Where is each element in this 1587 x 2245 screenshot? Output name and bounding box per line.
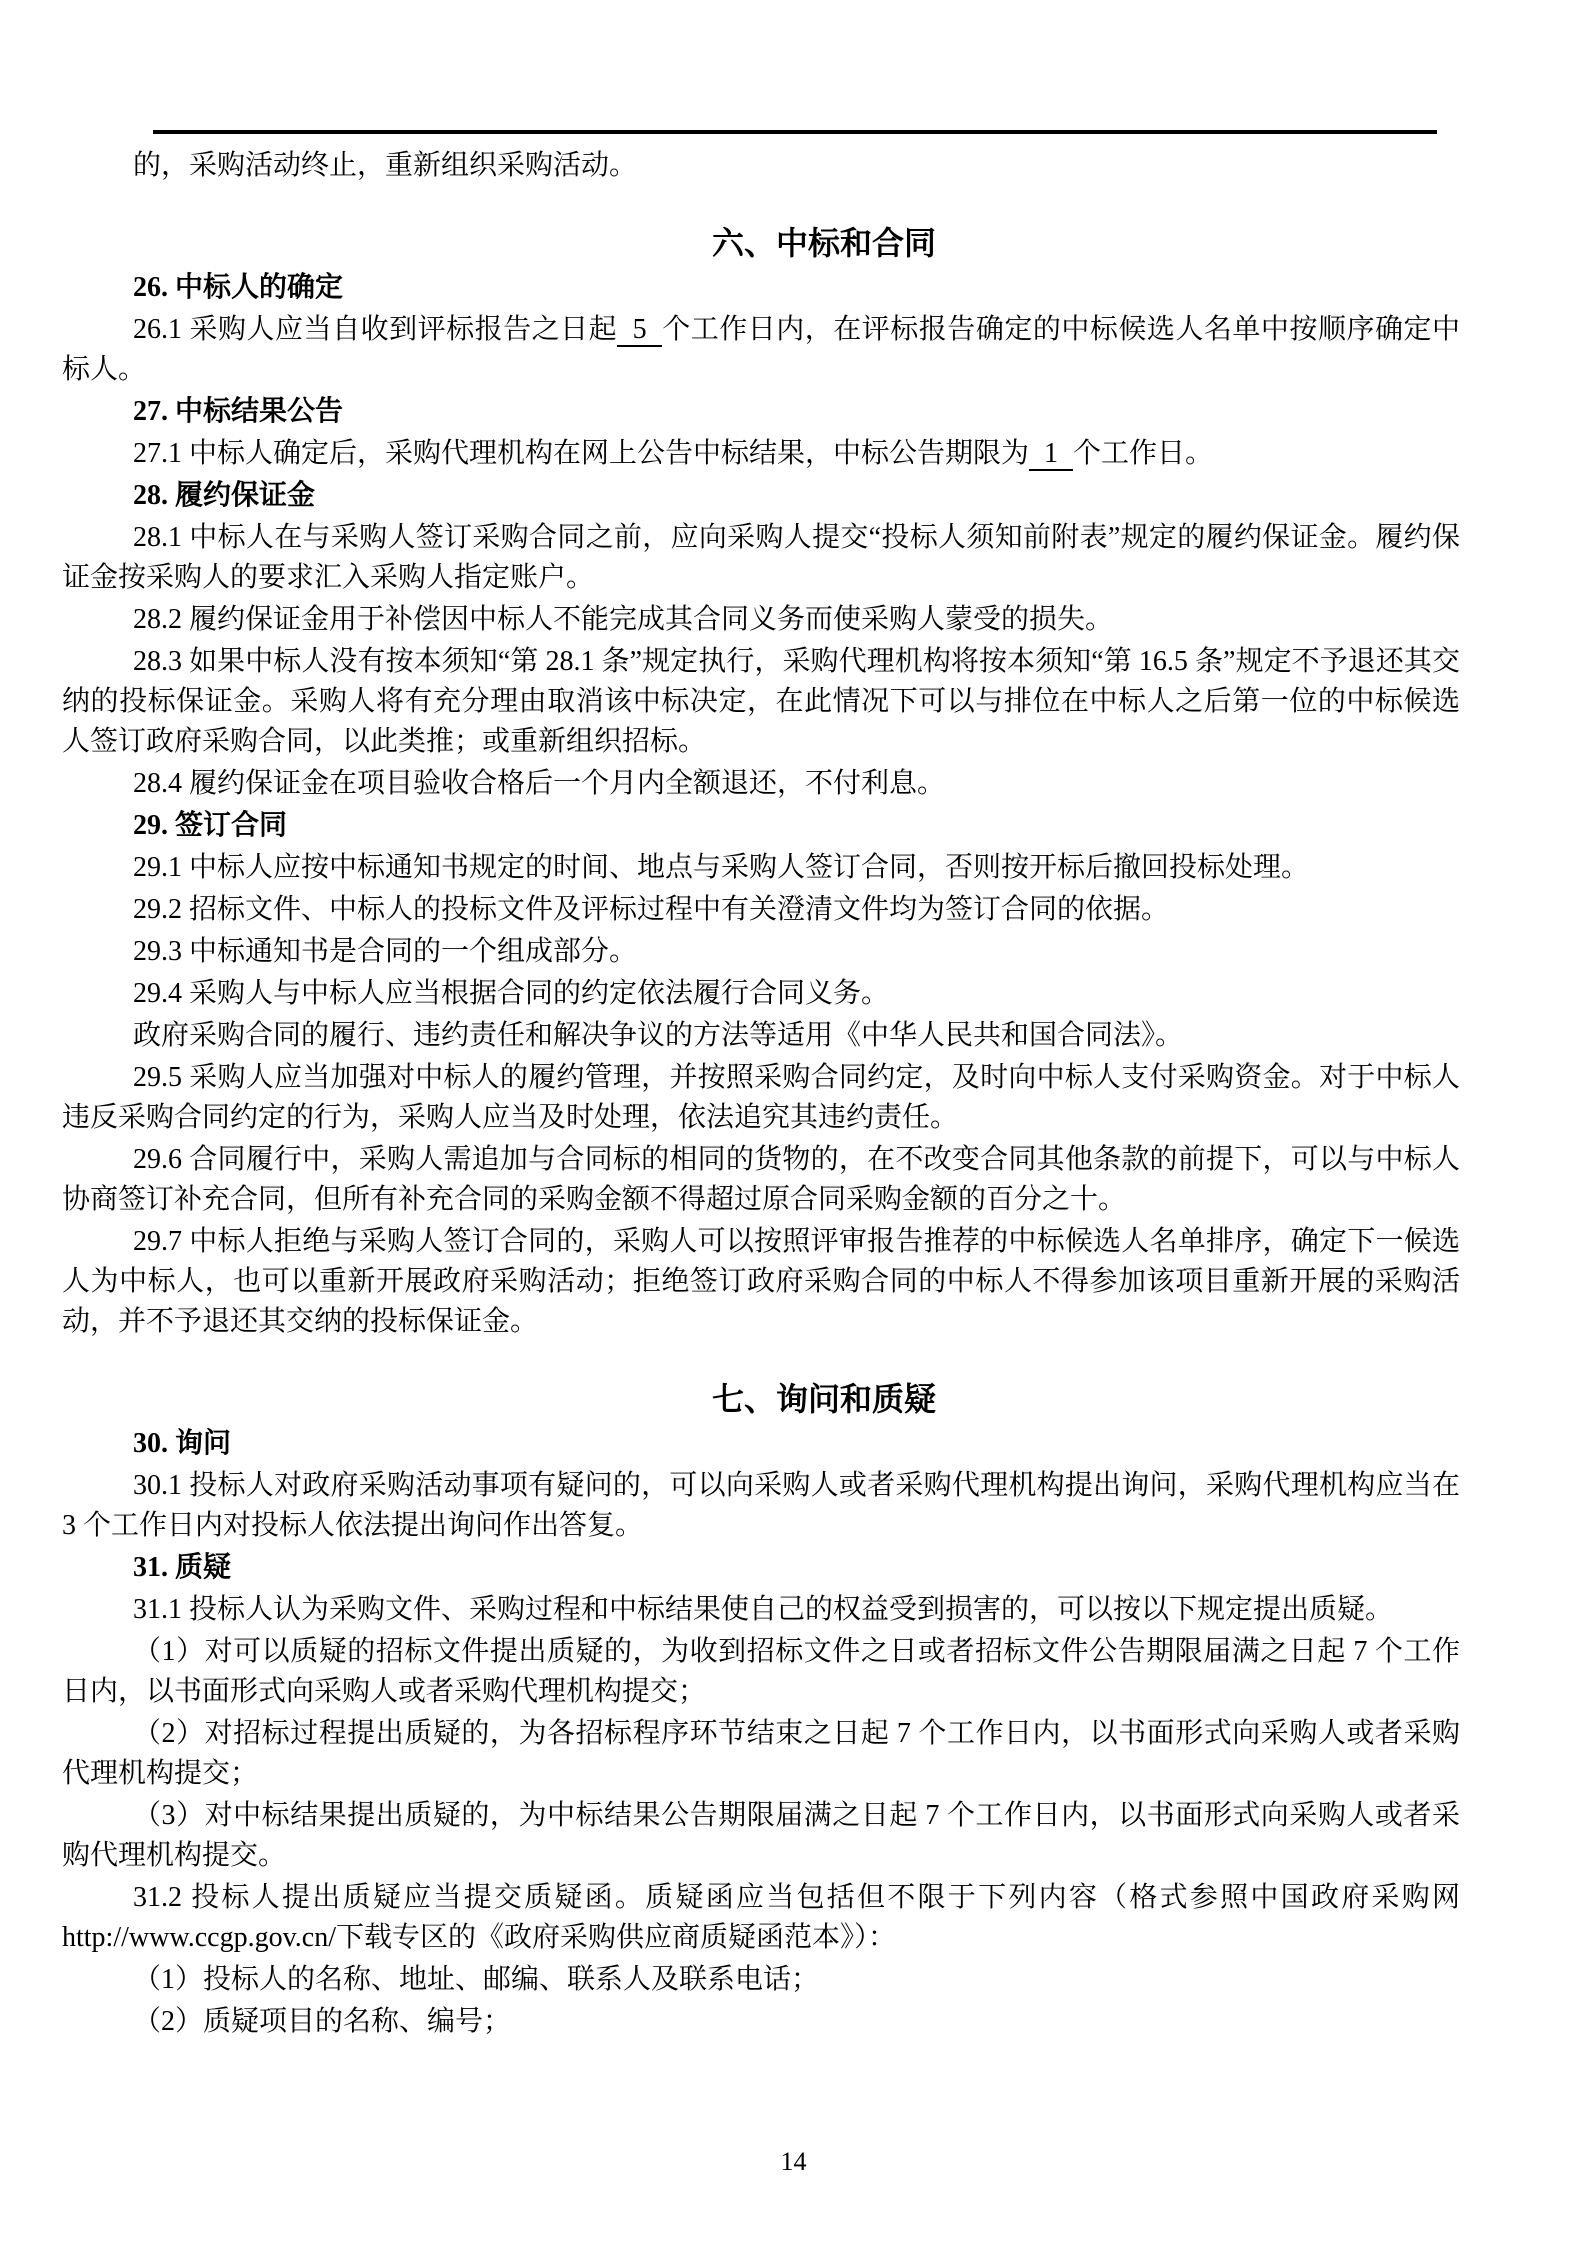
text-run: 28.4 履约保证金在项目验收合格后一个月内全额退还，不付利息。	[133, 768, 946, 799]
text-run: 29.5 采购人应当加强对中标人的履约管理，并按照采购合同约定，及时向中标人支付采购资金。对于中标人违反采购合同约定的行为，采购人应当及时处理，依法追究其违约责任。	[62, 1062, 1460, 1133]
paragraph	[62, 1222, 1460, 1342]
text-run: 26. 中标人的确定	[133, 272, 344, 303]
document-content	[62, 146, 1460, 2044]
paragraph	[62, 1590, 1460, 1630]
text-run: 七、询问和质疑	[711, 1381, 936, 1417]
text-run: 个工作日内，在评标报告确定的中标候选人名单中按顺序确定中标人。	[62, 314, 1460, 385]
clause-heading	[62, 476, 1460, 516]
clause-heading	[62, 392, 1460, 432]
text-run: 31.1 投标人认为采购文件、采购过程和中标结果使自己的权益受到损害的，可以按以下规定提出质疑。	[133, 1594, 1394, 1625]
paragraph	[62, 310, 1460, 390]
text-run: （2）对招标过程提出质疑的，为各招标程序环节结束之日起 7 个工作日内，以书面形式向采购人或者采购代理机构提交；	[62, 1718, 1460, 1789]
section-heading	[188, 1376, 1460, 1422]
paragraph	[62, 146, 1460, 186]
text-run: 27.1 中标人确定后，采购代理机构在网上公告中标结果，中标公告期限为	[133, 438, 1030, 469]
text-run: 29.4 采购人与中标人应当根据合同的约定依法履行合同义务。	[133, 978, 890, 1009]
paragraph	[62, 1466, 1460, 1546]
text-run: （1）对可以质疑的招标文件提出质疑的，为收到招标文件之日或者招标文件公告期限届满之日起 7 个工作日内，以书面形式向采购人或者采购代理机构提交；	[62, 1636, 1460, 1707]
page-number: 14	[780, 2147, 807, 2176]
text-run: 30.1 投标人对政府采购活动事项有疑问的，可以向采购人或者采购代理机构提出询问，采购代理机构应当在 3 个工作日内对投标人依法提出询问作出答复。	[62, 1470, 1460, 1541]
paragraph	[62, 1796, 1460, 1876]
underlined-value: 1	[1029, 438, 1073, 471]
paragraph	[62, 1058, 1460, 1138]
text-run: 31.2 投标人提出质疑应当提交质疑函。质疑函应当包括但不限于下列内容（格式参照中国政府采购网http://www.ccgp.gov.cn/下载专区的《政府采购供应商质疑函范本》）：	[62, 1882, 1460, 1953]
section-heading	[188, 220, 1460, 266]
paragraph	[62, 518, 1460, 598]
underlined-value: 5	[617, 314, 662, 347]
paragraph	[62, 1632, 1460, 1712]
text-run: （1）投标人的名称、地址、邮编、联系人及联系电话；	[133, 1964, 820, 1995]
text-run: 30. 询问	[133, 1428, 232, 1459]
text-run: 政府采购合同的履行、违约责任和解决争议的方法等适用《中华人民共和国合同法》。	[133, 1020, 1184, 1051]
paragraph	[62, 1960, 1460, 2000]
text-run: 六、中标和合同	[711, 225, 936, 261]
text-run: 28.2 履约保证金用于补偿因中标人不能完成其合同义务而使采购人蒙受的损失。	[133, 604, 1114, 635]
text-run: （3）对中标结果提出质疑的，为中标结果公告期限届满之日起 7 个工作日内，以书面形式向采购人或者采购代理机构提交。	[62, 1800, 1460, 1871]
text-run: 26.1 采购人应当自收到评标报告之日起	[133, 314, 618, 345]
clause-heading	[62, 1424, 1460, 1464]
paragraph	[62, 974, 1460, 1014]
text-run: 个工作日。	[1073, 438, 1214, 469]
text-run: 28. 履约保证金	[133, 480, 316, 511]
text-run: 29.2 招标文件、中标人的投标文件及评标过程中有关澄清文件均为签订合同的依据。	[133, 894, 1170, 925]
paragraph	[62, 434, 1460, 474]
paragraph	[62, 642, 1460, 762]
paragraph	[62, 1016, 1460, 1056]
text-run: 27. 中标结果公告	[133, 396, 344, 427]
text-run: （2）质疑项目的名称、编号；	[133, 2006, 512, 2037]
text-run: 29.7 中标人拒绝与采购人签订合同的，采购人可以按照评审报告推荐的中标候选人名单排序，确定下一候选人为中标人，也可以重新开展政府采购活动；拒绝签订政府采购合同的中标人不得参加该项目重新开展的采购活动，并不予退还其交纳的投标保证金。	[62, 1226, 1460, 1337]
text-run: 的，采购活动终止，重新组织采购活动。	[133, 150, 638, 181]
clause-heading	[62, 1548, 1460, 1588]
paragraph	[62, 932, 1460, 972]
paragraph	[62, 1140, 1460, 1220]
text-run: 29.3 中标通知书是合同的一个组成部分。	[133, 936, 638, 967]
paragraph	[62, 764, 1460, 804]
text-run: 29.1 中标人应按中标通知书规定的时间、地点与采购人签订合同，否则按开标后撤回投标处理。	[133, 852, 1310, 883]
paragraph	[62, 600, 1460, 640]
paragraph	[62, 1714, 1460, 1794]
paragraph	[62, 1878, 1460, 1958]
paragraph	[62, 848, 1460, 888]
text-run: 31. 质疑	[133, 1552, 232, 1583]
text-run: 29. 签订合同	[133, 810, 288, 841]
text-run: 29.6 合同履行中，采购人需追加与合同标的相同的货物的，在不改变合同其他条款的前提下，可以与中标人协商签订补充合同，但所有补充合同的采购金额不得超过原合同采购金额的百分之十。	[62, 1144, 1460, 1215]
paragraph	[62, 2002, 1460, 2042]
clause-heading	[62, 806, 1460, 846]
clause-heading	[62, 268, 1460, 308]
paragraph	[62, 890, 1460, 930]
text-run: 28.3 如果中标人没有按本须知“第 28.1 条”规定执行，采购代理机构将按本须知“第 16.5 条”规定不予退还其交纳的投标保证金。采购人将有充分理由取消该中标决定，在此情况下可以与排位在中标人之后第一位的中标候选人签订政府采购合同，以此类推；或重新组织招标。	[62, 646, 1460, 757]
header-rule	[153, 130, 1437, 134]
text-run: 28.1 中标人在与采购人签订采购合同之前，应向采购人提交“投标人须知前附表”规定的履约保证金。履约保证金按采购人的要求汇入采购人指定账户。	[62, 522, 1460, 593]
